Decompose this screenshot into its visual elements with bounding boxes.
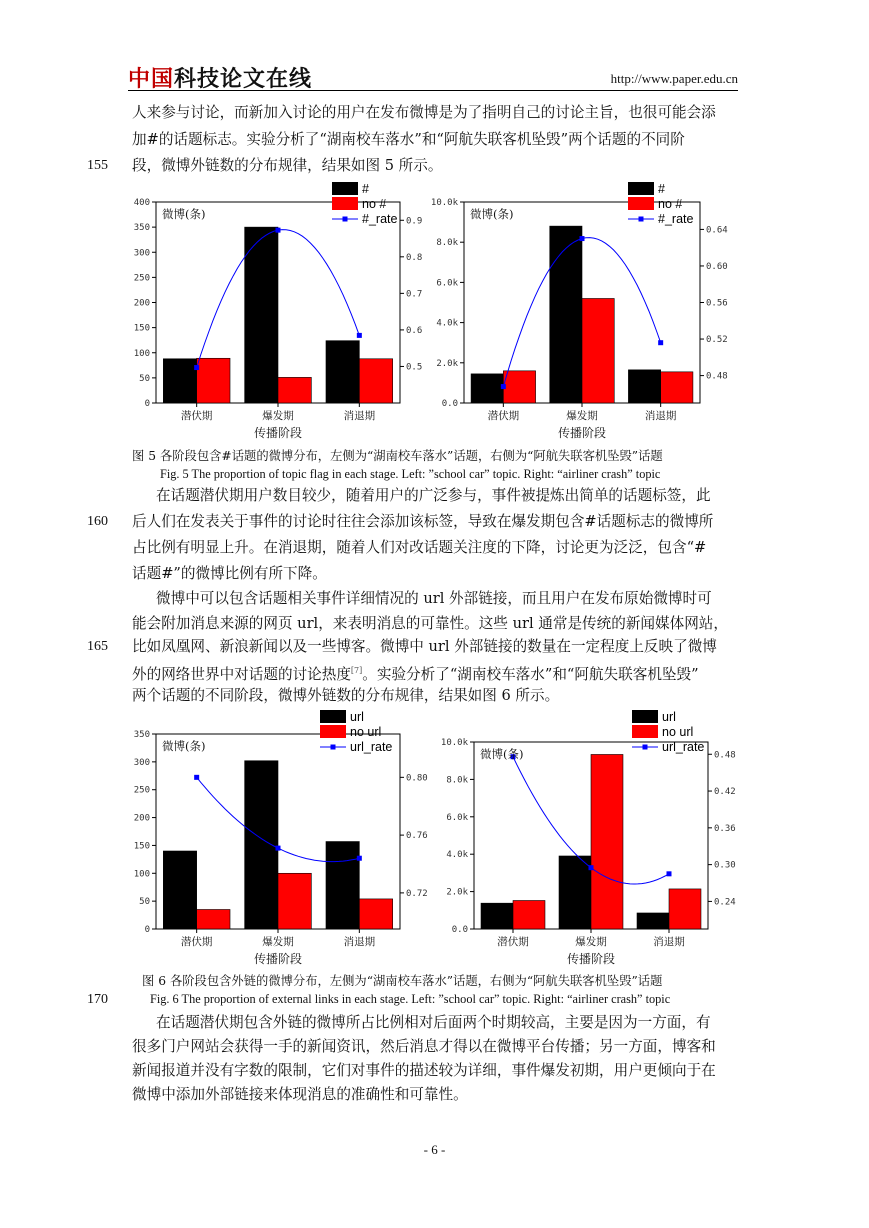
y-tick-label: 250 [133,273,150,284]
x-tick-label: 潜伏期 [487,410,520,422]
text-line: 新闻报道并没有字数的限制，它们对事件的描述较为详细，事件爆发初期，用户更倾向于在 [132,1062,716,1079]
legend-rate-marker [331,745,336,750]
legend-label: url_rate [662,740,705,754]
header-rule [128,90,738,91]
rate-point [357,856,362,861]
y2-tick-label: 0.30 [714,860,736,871]
line-number: 155 [87,158,108,173]
y2-tick-label: 0.48 [706,371,728,382]
legend-rate-marker [639,217,644,222]
y2-tick-label: 0.60 [706,261,728,272]
legend-label: #_rate [658,212,694,226]
y2-tick-label: 0.8 [406,252,423,263]
y-tick-label: 50 [139,373,150,384]
x-tick-label: 爆发期 [566,410,598,422]
bar [245,761,278,929]
x-tick-label: 消退期 [653,936,685,948]
rate-point [357,333,362,338]
logo-part2: 科技论文在线 [174,67,313,92]
legend-swatch [632,725,658,738]
bar [278,873,311,929]
legend-label: no # [362,197,387,211]
y-tick-label: 100 [133,348,150,359]
y2-tick-label: 0.36 [714,823,736,834]
fig5-right-chart [430,178,750,440]
x-axis-label: 传播阶段 [557,426,607,440]
fig5-left-chart [120,178,450,440]
text-line: 在话题潜伏期用户数目较少，随着用户的广泛参与，事件被提炼出简单的话题标签，此 [156,487,711,504]
y-tick-label: 0 [144,925,150,935]
bar [503,371,535,403]
bar [513,901,545,929]
legend-label: # [362,182,369,196]
text-line: 微博中添加外部链接来体现消息的准确性和可靠性。 [132,1086,468,1103]
x-tick-label: 潜伏期 [180,410,213,422]
y-tick-label: 300 [133,248,150,259]
legend-rate-marker [343,217,348,222]
rate-point [194,365,199,370]
rate-point [658,340,663,345]
bar [471,374,503,403]
line-number: 170 [87,992,108,1007]
rate-point [580,236,585,241]
x-tick-label: 爆发期 [575,936,607,948]
citation[interactable]: [7] [350,666,363,675]
legend-swatch [332,182,358,195]
y-tick-label: 100 [133,869,150,880]
y-tick-label: 10.0k [440,738,468,748]
y-tick-label: 250 [133,785,150,796]
x-tick-label: 潜伏期 [180,936,213,948]
x-tick-label: 爆发期 [262,936,294,948]
y2-tick-label: 0.48 [714,750,736,761]
y2-tick-label: 0.64 [706,225,728,236]
y-tick-label: 300 [133,757,150,768]
text-line: 人来参与讨论，而新加入讨论的用户在发布微博是为了指明自己的讨论主旨，也很可能会添 [132,104,716,121]
text-segment: 。实验分析了“湖南校车落水”和“阿航失联客机坠毁” [362,665,699,683]
bar [163,851,196,929]
rate-point [276,846,281,851]
text-line: 微博中可以包含话题相关事件详细情况的 url 外部链接，而且用户在发布原始微博时可 [156,590,712,607]
x-axis-label: 传播阶段 [253,952,303,966]
bar [326,341,359,403]
x-tick-label: 消退期 [644,410,677,422]
x-tick-label: 潜伏期 [497,936,529,948]
y-tick-label: 150 [133,323,150,334]
y-tick-label: 2.0k [446,887,468,898]
legend-label: url_rate [350,740,393,754]
bar [326,842,359,929]
y-tick-label: 6.0k [446,812,468,823]
text-line: 占比例有明显上升。在消退期，随着人们对改话题关注度的下降，讨论更为泛泛，包含“# [132,539,707,556]
bar [481,903,513,929]
y2-tick-label: 0.7 [406,289,423,300]
text-line: 很多门户网站会获得一手的新闻资讯，然后消息才得以在微博平台传播；另一方面，博客和 [132,1038,716,1055]
legend-label: no url [350,725,382,739]
text-line: 比如凤凰网、新浪新闻以及一些博客。微博中 url 外部链接的数量在一定程度上反映了微博 [132,638,717,655]
legend-label: url [662,710,676,724]
bar [661,372,693,403]
x-tick-label: 消退期 [343,936,376,948]
y-tick-label: 4.0k [436,318,458,329]
bar [245,227,278,403]
x-tick-label: 消退期 [343,410,376,422]
legend-label: no # [658,197,683,211]
bar [550,226,582,403]
text-line: 能会附加消息来源的网页 url，来表明消息的可靠性。这些 url 通常是传统的新闻媒体网站， [132,615,728,632]
x-axis-label: 传播阶段 [566,952,616,966]
y-tick-label: 400 [133,198,150,208]
legend-swatch [628,182,654,195]
bar [591,754,623,929]
y-tick-label: 6.0k [436,278,458,289]
y2-tick-label: 0.42 [714,787,736,798]
y-axis-label: 微博(条) [162,207,206,221]
y-axis-label: 微博(条) [480,747,524,761]
y-tick-label: 8.0k [436,238,458,249]
y-tick-label: 8.0k [446,775,468,786]
header-url[interactable]: http://www.paper.edu.cn [610,71,738,86]
bar [359,359,392,403]
fig6-caption-en: Fig. 6 The proportion of external links in each stage. Left: ”school car” topic. Right: “airliner crash” topic [150,992,671,1006]
legend-swatch [632,710,658,723]
y2-tick-label: 0.56 [706,298,728,309]
legend-label: # [658,182,665,196]
legend-label: #_rate [362,212,398,226]
y-tick-label: 0.0 [451,925,468,935]
y2-tick-label: 0.24 [714,897,736,908]
y-axis-label: 微博(条) [162,739,206,753]
y-tick-label: 350 [133,223,150,234]
bar [197,910,230,930]
y-tick-label: 350 [133,730,150,740]
page-number: - 6 - [423,1142,446,1157]
legend-swatch [332,197,358,210]
legend-swatch [628,197,654,210]
y2-tick-label: 0.80 [406,773,428,784]
logo-part1: 中国 [128,67,175,92]
fig6-caption-cn: 图 6 各阶段包含外链的微博分布，左侧为“湖南校车落水”话题，右侧为“阿航失联客机坠毁”话题 [142,974,663,988]
legend-swatch [320,710,346,723]
text-segment: 外的网络世界中对话题的讨论热度 [132,665,351,683]
bar [628,370,660,403]
bar [559,856,591,929]
text-line: 两个话题的不同阶段，微博外链数的分布规律，结果如图 6 所示。 [132,687,560,704]
text-line: 后人们在发表关于事件的讨论时往往会添加该标签，导致在爆发期包含#话题标志的微博所 [132,513,714,530]
line-number: 160 [87,514,108,529]
fig6-left-chart [120,708,450,970]
text-line: 段，微博外链数的分布规律，结果如图 5 所示。 [132,157,443,174]
site-logo[interactable] [128,62,312,93]
y-tick-label: 200 [133,813,150,824]
bar [669,889,701,929]
fig6-right-chart [440,708,760,970]
y-tick-label: 4.0k [446,850,468,861]
y2-tick-label: 0.5 [406,362,423,373]
y-tick-label: 0.0 [441,399,458,409]
y-tick-label: 200 [133,298,150,309]
text-line: 话题#”的微博比例有所下降。 [132,565,327,582]
text-line: 加#的话题标志。实验分析了“湖南校车落水”和“阿航失联客机坠毁”两个话题的不同阶 [132,131,685,148]
y-tick-label: 10.0k [430,198,458,208]
bar [278,377,311,403]
legend-label: url [350,710,364,724]
line-number: 165 [87,639,108,654]
x-tick-label: 爆发期 [262,410,294,422]
rate-point [667,871,672,876]
fig5-caption-en: Fig. 5 The proportion of topic flag in each stage. Left: ”school car” topic. Right: “airliner crash” topic [160,467,661,481]
y-tick-label: 0 [144,399,150,409]
legend-rate-marker [643,745,648,750]
bar [197,358,230,403]
x-axis-label: 传播阶段 [253,426,303,440]
y-axis-label: 微博(条) [470,207,514,221]
bar [637,913,669,929]
legend-swatch [320,725,346,738]
bar [582,298,614,403]
y-tick-label: 2.0k [436,358,458,369]
y-tick-label: 50 [139,897,150,908]
rate-point [194,775,199,780]
fig5-caption-cn: 图 5 各阶段包含#话题的微博分布，左侧为“湖南校车落水”话题，右侧为“阿航失联客机坠毁”话题 [132,449,663,463]
legend-label: no url [662,725,694,739]
bar [359,899,392,929]
y2-tick-label: 0.76 [406,831,428,842]
text-line: 在话题潜伏期包含外链的微博所占比例相对后面两个时期较高，主要是因为一方面，有 [156,1014,711,1031]
rate-point [276,228,281,233]
y2-tick-label: 0.72 [406,888,428,899]
y2-tick-label: 0.9 [406,216,423,227]
y2-tick-label: 0.52 [706,335,728,346]
bar [163,359,196,403]
rate-point [589,865,594,870]
y-tick-label: 150 [133,841,150,852]
rate-point [501,384,506,389]
y2-tick-label: 0.6 [406,325,423,336]
